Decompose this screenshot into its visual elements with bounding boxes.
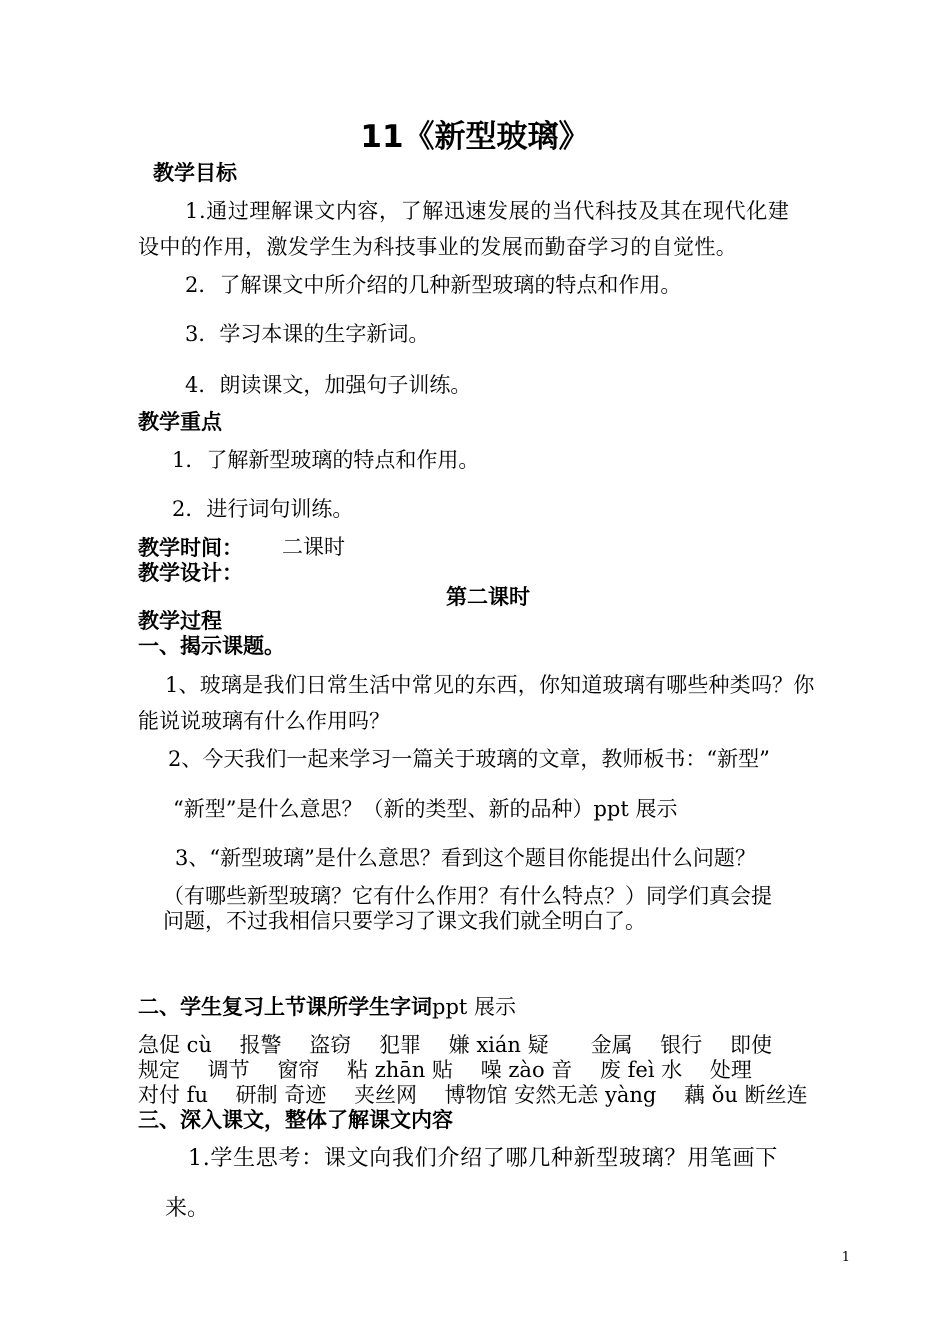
part2-heading: 二、学生复习上节课所学生字词 [138,995,432,1019]
part3-line-1: 1.学生思考：课文向我们介绍了哪几种新型玻璃？用笔画下 [188,1146,778,1171]
vocab-line-2: 规定 调节 窗帘 粘 zhān 贴 噪 zào 音 废 feì 水 处理 [138,1058,752,1082]
part1-line-2: 能说说玻璃有什么作用吗？ [138,709,390,733]
time-value: 二课时 [282,535,345,559]
part2-heading-row [138,997,516,1018]
part1-line-6: （有哪些新型玻璃？它有什么作用？有什么特点？）同学们真会提 [163,884,772,908]
key-points-heading: 教学重点 [138,410,222,434]
key-point-item-1: 1．了解新型玻璃的特点和作用。 [172,448,480,472]
process-heading: 教学过程 [138,609,222,633]
part2-heading-suffix: ppt 展示 [432,995,516,1019]
objective-item-3: 3．学习本课的生字新词。 [185,322,430,346]
objectives-heading: 教学目标 [153,161,237,185]
objective-item-4: 4．朗读课文，加强句子训练。 [185,373,472,397]
part1-line-1: 1、玻璃是我们日常生活中常见的东西，你知道玻璃有哪些种类吗？你 [165,673,815,697]
vocab-line-1: 急促 cù 报警 盗窃 犯罪 嫌 xián 疑 金属 银行 即使 [138,1033,772,1057]
part3-line-2: 来。 [165,1196,210,1221]
part3-heading: 三、深入课文，整体了解课文内容 [138,1108,453,1132]
key-point-item-2: 2．进行词句训练。 [172,497,354,521]
part1-line-7: 问题，不过我相信只要学习了课文我们就全明白了。 [163,909,646,933]
page-number: 1 [841,1250,850,1265]
document-title: 11《新型玻璃》 [360,119,590,155]
vocab-line-3: 对付 fu 研制 奇迹 夹丝网 博物馆 安然无恙 yàng 藕 ǒu 断丝连 [138,1083,808,1107]
part1-line-5: 3、“新型玻璃”是什么意思？看到这个题目你能提出什么问题？ [175,846,756,870]
lesson-label: 第二课时 [446,585,530,609]
part1-line-4: “新型”是什么意思？（新的类型、新的品种）ppt 展示 [173,797,678,821]
part1-line-3: 2、今天我们一起来学习一篇关于玻璃的文章，教师板书：“新型” [168,747,770,771]
part1-heading: 一、揭示课题。 [138,634,285,658]
time-label: 教学时间： [138,536,243,560]
objective-item-2: 2．了解课文中所介绍的几种新型玻璃的特点和作用。 [185,273,682,297]
design-label: 教学设计： [138,561,243,585]
objective-item-1-cont: 设中的作用，激发学生为科技事业的发展而勤奋学习的自觉性。 [138,235,738,259]
objective-item-1: 1.通过理解课文内容，了解迅速发展的当代科技及其在现代化建 [185,199,790,223]
